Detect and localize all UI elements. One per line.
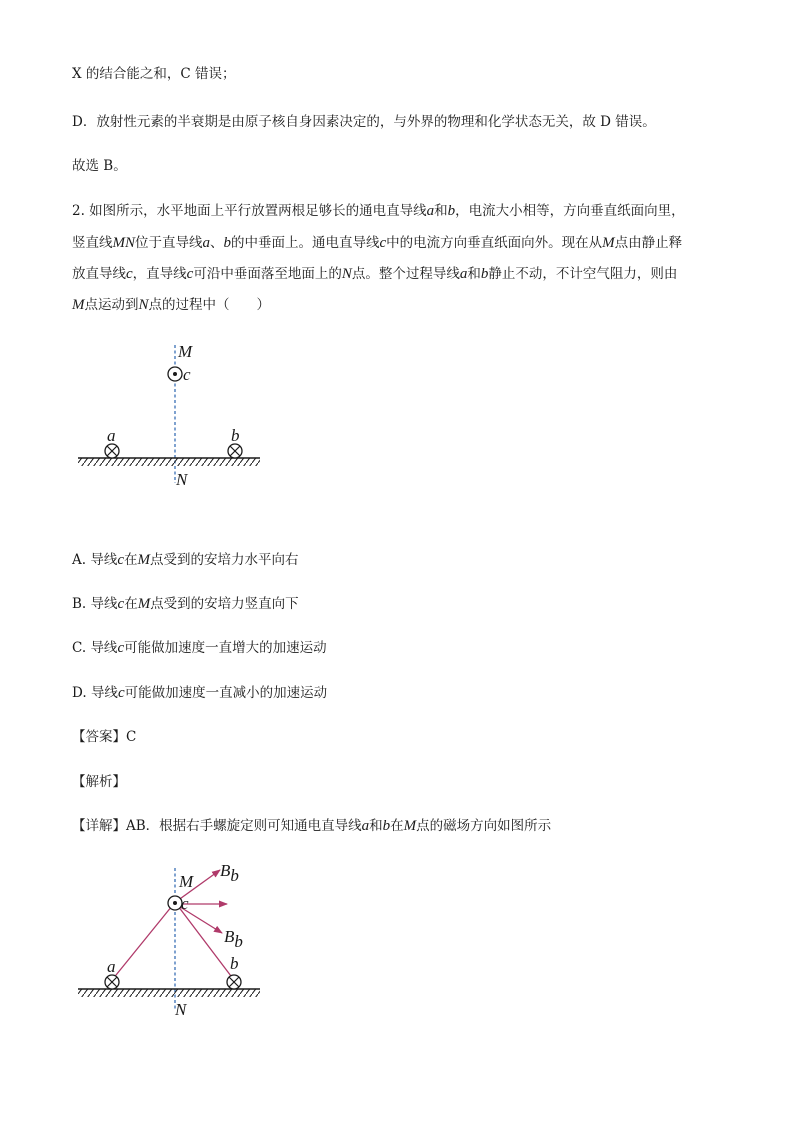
prev-d-line: D．放射性元素的半衰期是由原子核自身因素决定的，与外界的物理和化学状态无关，故 D 错误。 <box>72 114 656 130</box>
label-B-lower: Bb <box>224 927 243 951</box>
question-line-3: 放直导线c，直导线c可沿中垂面落至地面上的N点。整个过程导线a和b静止不动，不计空气阻力，则由 <box>72 266 678 282</box>
detail-line: 【详解】AB．根据右手螺旋定则可知通电直导线a和b在M点的磁场方向如图所示 <box>72 818 552 834</box>
label-M: M <box>178 342 193 361</box>
question-line-2: 竖直线MN位于直导线a、b的中垂面上。通电直导线c中的电流方向垂直纸面向外。现在从M点由静止释 <box>72 235 683 251</box>
option-b: B. 导线c在M点受到的安培力竖直向下 <box>72 596 299 612</box>
question-line-4: M点运动到N点的过程中（ ） <box>72 297 271 313</box>
question-line-1: 2. 如图所示，水平地面上平行放置两根足够长的通电直导线a和b，电流大小相等，方向垂直纸面向里， <box>72 203 685 219</box>
ground-hatch <box>78 458 260 466</box>
analysis-label: 【解析】 <box>72 774 126 790</box>
label-M-2: M <box>179 872 194 891</box>
ground-hatch-2 <box>78 989 260 997</box>
label-b-2: b <box>230 954 239 973</box>
label-c-2: c <box>181 894 189 913</box>
label-a: a <box>107 426 116 445</box>
label-B-upper: Bb <box>220 861 239 885</box>
option-a: A. 导线c在M点受到的安培力水平向右 <box>72 552 299 568</box>
figure-2 <box>60 858 280 1023</box>
label-b: b <box>231 426 240 445</box>
line-a-to-M <box>112 906 172 980</box>
label-N: N <box>176 470 188 489</box>
prev-select: 故选 B。 <box>72 158 127 174</box>
figure-1 <box>60 335 280 495</box>
label-a-2: a <box>107 957 116 976</box>
label-c: c <box>183 365 191 384</box>
prev-c-tail: X 的结合能之和，C 错误； <box>72 66 236 82</box>
option-d: D. 导线c可能做加速度一直减小的加速运动 <box>72 685 328 701</box>
answer-line: 【答案】C <box>72 729 137 745</box>
option-c: C. 导线c可能做加速度一直增大的加速运动 <box>72 640 327 656</box>
label-N-2: N <box>175 1000 187 1019</box>
